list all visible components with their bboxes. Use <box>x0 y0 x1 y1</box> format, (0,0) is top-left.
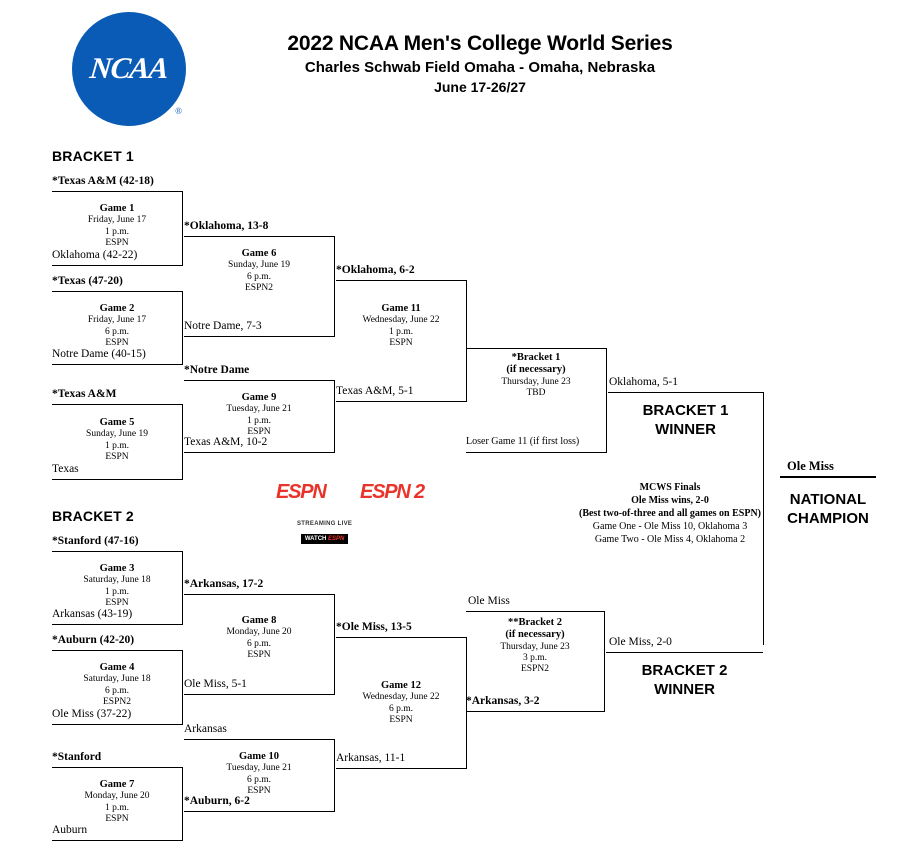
bracket-line <box>336 280 466 281</box>
bracket-1-if-necessary-note: Loser Game 11 (if first loss) <box>466 436 580 447</box>
team-ole-miss-seed: Ole Miss (37-22) <box>52 708 132 720</box>
bracket-1-if-necessary-box <box>466 352 606 399</box>
ncaa-logo-registered-mark: ® <box>175 106 182 116</box>
game-4-winner: Ole Miss, 5-1 <box>184 678 247 690</box>
game-2-network: ESPN <box>105 337 129 348</box>
game-4-date: Saturday, June 18 <box>83 674 151 685</box>
bracket-line <box>52 404 182 405</box>
game-10-name: Game 10 <box>239 751 279 762</box>
game-6-box <box>184 248 334 294</box>
bracket-line <box>466 348 606 349</box>
game-11-time: 1 p.m. <box>388 326 413 337</box>
watch-label: WATCH <box>304 536 327 542</box>
game-4-network: ESPN2 <box>103 696 131 707</box>
game-1-date: Friday, June 17 <box>87 215 147 226</box>
mcws-finals-format: (Best two-of-three and all games on ESPN) <box>578 508 762 519</box>
ncaa-logo-text: NCAA <box>88 52 170 85</box>
game-1-network: ESPN <box>105 237 129 248</box>
bracket-line <box>182 767 183 841</box>
game-12-date: Wednesday, June 22 <box>362 692 440 703</box>
mcws-finals-game-one: Game One - Ole Miss 10, Oklahoma 3 <box>592 521 748 532</box>
game-9-name: Game 9 <box>241 392 277 403</box>
bracket-line <box>182 551 183 625</box>
bracket-line <box>184 236 334 237</box>
bracket-2-winner-line-1: BRACKET 2 <box>641 662 728 679</box>
game-8-winner: *Ole Miss, 13-5 <box>336 621 412 633</box>
game-10-network: ESPN <box>247 785 271 796</box>
game-1-box <box>52 203 182 249</box>
bracket-2-if-necessary-time: 3 p.m. <box>522 652 547 663</box>
bracket-2-if-necessary-box <box>466 617 604 675</box>
game-10-date: Tuesday, June 21 <box>226 763 292 774</box>
game-12-winner: Ole Miss <box>468 595 510 607</box>
game-8-network: ESPN <box>247 649 271 660</box>
game-1-time: 1 p.m. <box>104 226 129 237</box>
bracket-1-if-necessary-subtitle: (if necessary) <box>506 364 566 376</box>
game-12-loser: *Arkansas, 3-2 <box>466 695 540 707</box>
game-12-box <box>336 680 466 726</box>
mcws-finals-title: MCWS Finals <box>639 482 701 493</box>
game-6-date: Sunday, June 19 <box>228 260 290 271</box>
game-7-date: Monday, June 20 <box>84 791 150 802</box>
bracket-1-if-necessary-time: TBD <box>526 387 546 398</box>
bracket-2-if-necessary-title: **Bracket 2 <box>508 617 562 628</box>
bracket-2-label: BRACKET 2 <box>52 508 134 524</box>
game-5-date: Sunday, June 19 <box>86 429 148 440</box>
game-3-network: ESPN <box>105 597 129 608</box>
mcws-finals-block <box>520 481 820 546</box>
bracket-1-if-necessary-title: *Bracket 1 <box>511 352 561 363</box>
game-11-date: Wednesday, June 22 <box>362 315 440 326</box>
national-champion-line-2: CHAMPION <box>787 509 869 527</box>
team-auburn-loser-seed: Auburn <box>52 824 88 836</box>
game-9-network: ESPN <box>247 426 271 437</box>
team-auburn-seed: *Auburn (42-20) <box>52 634 135 646</box>
bracket-2-if-necessary-network: ESPN2 <box>521 664 549 675</box>
game-1-winner: *Oklahoma, 13-8 <box>184 220 269 232</box>
bracket-line <box>52 265 182 266</box>
bracket-line <box>52 364 182 365</box>
game-10-winner: Arkansas, 11-1 <box>336 752 406 764</box>
game-4-name: Game 4 <box>99 662 135 673</box>
bracket-line <box>606 652 763 653</box>
game-3-name: Game 3 <box>99 563 135 574</box>
game-3-time: 1 p.m. <box>104 586 129 597</box>
bracket-line <box>182 404 183 480</box>
espn2-logo: ESPN 2 <box>360 481 424 503</box>
game-7-time: 1 p.m. <box>104 802 129 813</box>
game-5-time: 1 p.m. <box>104 440 129 451</box>
game-8-time: 6 p.m. <box>246 638 271 649</box>
bracket-line <box>184 336 334 337</box>
team-oklahoma-seed: Oklahoma (42-22) <box>52 249 138 261</box>
bracket-line <box>604 611 605 712</box>
game-2-time: 6 p.m. <box>104 326 129 337</box>
bracket-1-if-necessary-date: Thursday, June 23 <box>501 376 571 387</box>
bracket-1-winner-result: Oklahoma, 5-1 <box>609 376 678 388</box>
game-10-box <box>184 751 334 797</box>
team-texas-am-loser-seed: *Texas A&M <box>52 388 117 400</box>
team-texas-am-seed: *Texas A&M (42-18) <box>52 175 154 187</box>
game-7-box <box>52 779 182 825</box>
game-10-time: 6 p.m. <box>246 774 271 785</box>
bracket-line <box>466 711 604 712</box>
game-6-time: 6 p.m. <box>246 271 271 282</box>
bracket-line <box>336 401 466 402</box>
venue-subtitle: Charles Schwab Field Omaha - Omaha, Nebraska <box>304 59 656 76</box>
team-arkansas-seed: Arkansas (43-19) <box>52 608 133 620</box>
game-3-winner: *Arkansas, 17-2 <box>184 578 264 590</box>
game-8-box <box>184 615 334 661</box>
bracket-line <box>52 724 182 725</box>
game-3-box <box>52 563 182 609</box>
game-2-winner: Notre Dame, 7-3 <box>184 320 262 332</box>
team-notre-dame-seed: Notre Dame (40-15) <box>52 348 146 360</box>
bracket-line <box>334 236 335 337</box>
game-9-feeder-result: Texas A&M, 10-2 <box>184 436 268 448</box>
bracket-line <box>608 392 763 393</box>
bracket-line <box>184 694 334 695</box>
bracket-line <box>52 650 182 651</box>
game-11-name: Game 11 <box>381 303 421 314</box>
bracket-2-winner-result: Ole Miss, 2-0 <box>609 636 672 648</box>
game-6-winner: *Oklahoma, 6-2 <box>336 264 415 276</box>
bracket-line <box>184 739 334 740</box>
bracket-line <box>182 191 183 266</box>
espn-logo: ESPN <box>276 481 326 503</box>
bracket-line <box>334 594 335 695</box>
bracket-1-winner-label <box>608 402 763 440</box>
bracket-2-if-necessary-subtitle: (if necessary) <box>505 629 565 641</box>
team-stanford-seed: *Stanford (47-16) <box>52 535 139 547</box>
bracket-1-winner-line-1: BRACKET 1 <box>642 402 729 419</box>
game-11-network: ESPN <box>389 337 413 348</box>
bracket-1-winner-line-2: WINNER <box>655 420 716 438</box>
bracket-line <box>606 348 607 453</box>
bracket-line <box>52 191 182 192</box>
bracket-line <box>52 767 182 768</box>
game-11-box <box>336 303 466 349</box>
bracket-line <box>334 739 335 812</box>
bracket-line <box>52 840 182 841</box>
game-7-network: ESPN <box>105 813 129 824</box>
team-texas-loser-seed: Texas <box>52 463 79 475</box>
game-6-network: ESPN2 <box>245 282 273 293</box>
bracket-line <box>184 452 334 453</box>
game-9-time: 1 p.m. <box>246 415 271 426</box>
watch-espn-brand: ESPN <box>328 536 345 542</box>
game-3-date: Saturday, June 18 <box>83 575 151 586</box>
game-5-name: Game 5 <box>99 417 135 428</box>
header-title-block <box>160 32 800 95</box>
game-9-winner: Texas A&M, 5-1 <box>336 385 414 397</box>
bracket-line <box>182 650 183 725</box>
game-12-network: ESPN <box>389 714 413 725</box>
game-2-name: Game 2 <box>99 303 135 314</box>
game-5-box <box>52 417 182 463</box>
national-champion-name: Ole Miss <box>787 459 834 473</box>
bracket-line <box>336 768 466 769</box>
bracket-line <box>184 380 334 381</box>
game-4-box <box>52 662 182 708</box>
team-texas-seed: *Texas (47-20) <box>52 275 123 287</box>
bracket-1-label: BRACKET 1 <box>52 148 134 164</box>
bracket-line <box>336 637 466 638</box>
watch-espn-badge <box>297 521 352 545</box>
game-10-feeder-result: *Auburn, 6-2 <box>184 795 250 807</box>
game-5-network: ESPN <box>105 451 129 462</box>
bracket-2-winner-label <box>606 662 763 700</box>
page-title: 2022 NCAA Men's College World Series <box>287 32 673 55</box>
game-1-name: Game 1 <box>99 203 135 214</box>
game-2-date: Friday, June 17 <box>87 315 147 326</box>
watch-espn-button <box>301 534 349 544</box>
game-7-winner: Arkansas <box>184 723 227 735</box>
team-stanford-loser-seed: *Stanford <box>52 751 102 763</box>
bracket-line <box>466 452 606 453</box>
game-7-name: Game 7 <box>99 779 135 790</box>
bracket-line <box>334 380 335 453</box>
mcws-finals-result: Ole Miss wins, 2-0 <box>631 495 709 506</box>
mcws-finals-game-two: Game Two - Ole Miss 4, Oklahoma 2 <box>594 534 746 545</box>
game-9-date: Tuesday, June 21 <box>226 404 292 415</box>
game-2-box <box>52 303 182 349</box>
bracket-line <box>184 594 334 595</box>
game-4-time: 6 p.m. <box>104 685 129 696</box>
streaming-live-label: STREAMING LIVE <box>297 521 353 527</box>
game-6-name: Game 6 <box>241 248 277 259</box>
dates-subtitle: June 17-26/27 <box>434 79 526 95</box>
game-12-time: 6 p.m. <box>388 703 413 714</box>
game-8-name: Game 8 <box>241 615 277 626</box>
national-champion-line-1: NATIONAL <box>789 491 867 508</box>
bracket-line <box>182 291 183 365</box>
game-5-winner: *Notre Dame <box>184 364 250 376</box>
bracket-2-winner-line-2: WINNER <box>654 680 715 698</box>
bracket-line <box>184 811 334 812</box>
bracket-2-if-necessary-date: Thursday, June 23 <box>500 641 570 652</box>
game-12-name: Game 12 <box>381 680 421 691</box>
bracket-line <box>52 479 182 480</box>
bracket-line <box>466 611 604 612</box>
bracket-line <box>52 551 182 552</box>
game-9-box <box>184 392 334 438</box>
bracket-line <box>52 291 182 292</box>
game-8-date: Monday, June 20 <box>226 627 292 638</box>
champion-line <box>780 476 876 478</box>
bracket-line <box>52 624 182 625</box>
